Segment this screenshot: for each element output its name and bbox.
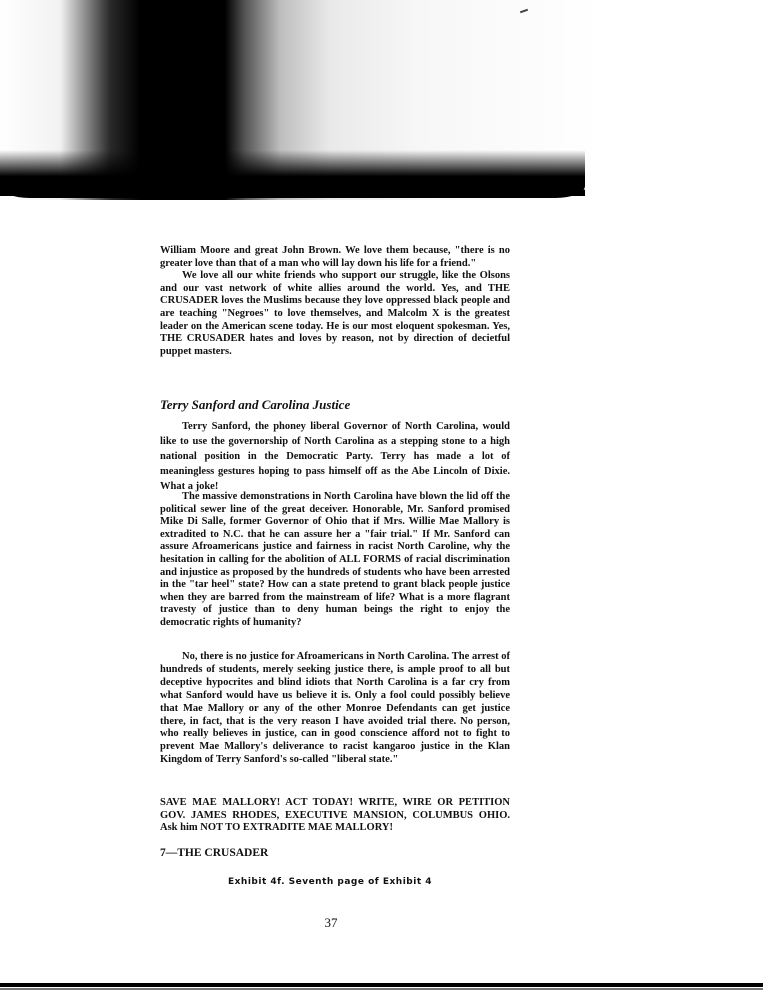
bottom-scan-edge xyxy=(0,983,763,987)
no-justice-paragraph: No, there is no justice for Afroamericans in North Carolina. The arrest of hundreds of students, merely seeking justice there, is ample proof to all but deceptive hypocrites and blind idiots that North Carolina is a far cry from what Sanford would have us believe it is. Only a fool could possibly believe that Mae Mallory or any of the other Monroe Defendants can get justice there, in fact, that is the very reason I have avoided trial there. No person, who really believes in justice, can in good conscience afford not to fight to prevent Mae Mallory's deliverance to racist kangaroo justice in the Klan Kingdom of Terry Sanford's so-called "liberal state." xyxy=(160,651,510,766)
allies-paragraph: We love all our white friends who support our struggle, like the Olsons and our vast network of white allies around the world. Yes, and THE CRUSADER loves the Muslims because they love oppressed black people and are teaching "Negroes" to love themselves, and Malcolm X is the greatest leader on the American scene today. He is our most eloquent spokesman. Yes, THE CRUSADER hates and loves by reason, not by direction of decietful puppet masters. xyxy=(160,270,510,357)
page-number: 37 xyxy=(324,915,338,930)
newspaper-page-footer: 7—THE CRUSADER xyxy=(160,847,269,859)
demonstrations-paragraph: The massive demonstrations in North Carolina have blown the lid off the political sewer line of the great deceiver. Honorable, Mr. Sanford promised Mike Di Salle, former Governor of Ohio that if Mrs. Willie Mae Mallory is extradited to N.C. that he can assure her a "fair trial." If Mr. Sanford can assure Afroamericans justice and fairness in racist North Caroline, why the hesitation in calling for the abolition of ALL FORMS of racial discrimination and injustice as proposed by the hundreds of students who have been arrested in the "tar heel" state? How can a state pretend to grant black people justice when they are barred from the mainstream of life? What is a more flagrant travesty of justice than to deny human beings the right to enjoy the democratic rights of humanity? xyxy=(160,491,510,628)
exhibit-caption: Exhibit 4f. Seventh page of Exhibit 4 xyxy=(227,877,433,887)
call-to-action: SAVE MAE MALLORY! ACT TODAY! WRITE, WIRE OR PETITION GOV. JAMES RHODES, EXECUTIVE MANSION, COLUMBUS OHIO. Ask him NOT TO EXTRADITE MAE MALLORY! xyxy=(160,797,510,834)
demonstrations-block xyxy=(160,491,510,630)
sanford-block xyxy=(160,419,510,494)
no-justice-block xyxy=(160,651,510,767)
continuation-paragraph: William Moore and great John Brown. We love them because, "there is no greater love than that of a man who will lay down his life for a friend." xyxy=(160,245,510,269)
text-column-top xyxy=(160,245,510,358)
section-heading: Terry Sanford and Carolina Justice xyxy=(160,397,351,412)
sanford-paragraph: Terry Sanford, the phoney liberal Governor of North Carolina, would like to use the governorship of North Carolina as a stepping stone to a high national position in the Democratic Party. Terry has made a lot of meaningless gestures hoping to pass himself off as the Abe Lincoln of Dixie. What a joke! xyxy=(160,421,510,492)
